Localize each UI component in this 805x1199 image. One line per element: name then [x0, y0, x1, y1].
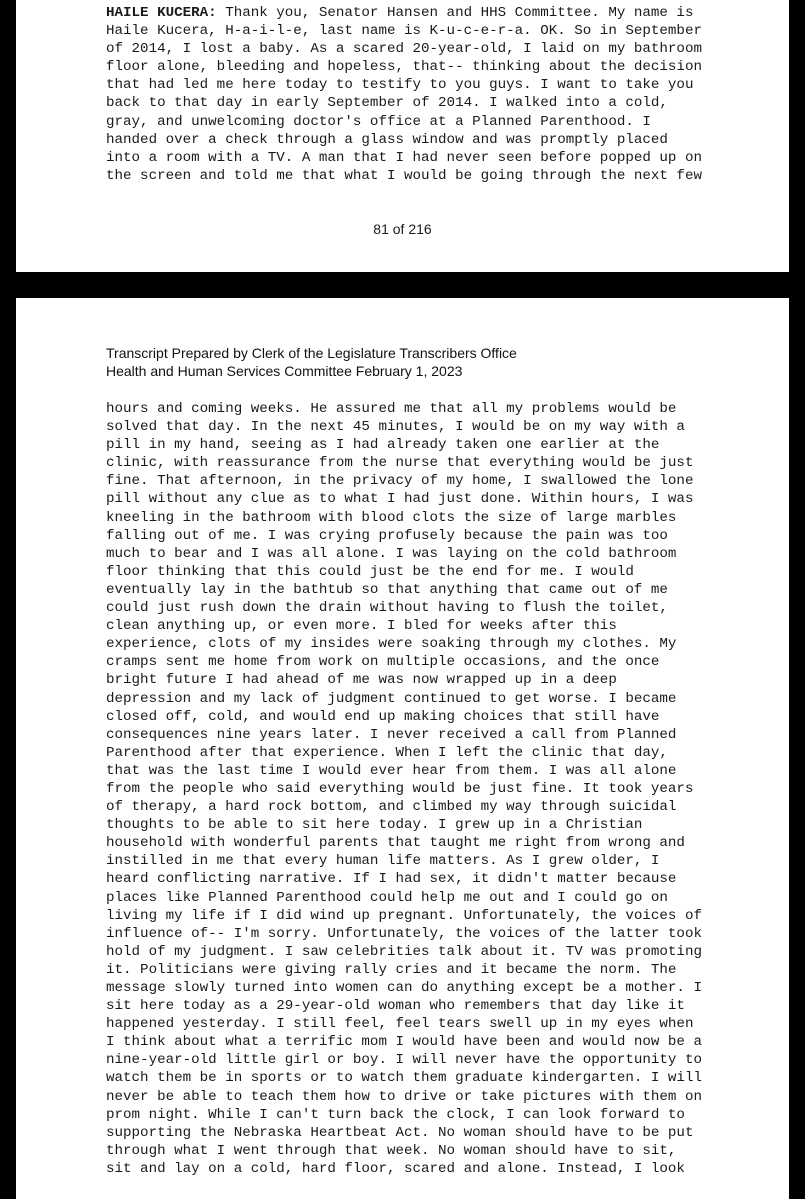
testimony-line: prom night. While I can't turn back the clock, I can look forward to	[106, 1106, 685, 1123]
testimony-line: instilled in me that every human life matters. As I grew older, I	[106, 853, 660, 870]
testimony-line: gray, and unwelcoming doctor's office at a Planned Parenthood. I	[106, 113, 651, 130]
testimony-line: places like Planned Parenthood could help me out and I could go on	[106, 889, 668, 906]
testimony-line: back to that day in early September of 2014. I walked into a cold,	[106, 95, 668, 112]
testimony-line: floor alone, bleeding and hopeless, that-- thinking about the decision	[106, 59, 702, 76]
testimony-line: eventually lay in the bathtub so that anything that came out of me	[106, 581, 668, 598]
testimony-line: that had led me here today to testify to you guys. I want to take you	[106, 77, 694, 94]
testimony-line: I think about what a terrific mom I would have been and would now be a	[106, 1034, 702, 1051]
testimony-text-page-81	[106, 4, 726, 185]
testimony-line: into a room with a TV. A man that I had never seen before popped up on	[106, 149, 702, 166]
speaker-name: HAILE KUCERA:	[106, 5, 217, 21]
testimony-line: fine. That afternoon, in the privacy of my home, I swallowed the lone	[106, 473, 694, 490]
testimony-line: consequences nine years later. I never received a call from Planned	[106, 726, 677, 743]
testimony-line: it. Politicians were giving rally cries and it became the norm. The	[106, 961, 677, 978]
testimony-line: from the people who said everything would be just fine. It took years	[106, 780, 694, 797]
testimony-line: never be able to teach them how to drive or take pictures with them on	[106, 1088, 702, 1105]
testimony-line: depression and my lack of judgment continued to get worse. I became	[106, 690, 677, 707]
testimony-line: living my life if I did wind up pregnant. Unfortunately, the voices of	[106, 907, 702, 924]
testimony-line: experience, clots of my insides were soaking through my clothes. My	[106, 636, 677, 653]
testimony-line: heard conflicting narrative. If I had sex, it didn't matter because	[106, 871, 677, 888]
testimony-line: through what I went through that week. No woman should have to sit,	[106, 1142, 677, 1159]
testimony-line: happened yesterday. I still feel, feel tears swell up in my eyes when	[106, 1016, 694, 1033]
testimony-line: Parenthood after that experience. When I left the clinic that day,	[106, 744, 668, 761]
testimony-line: pill in my hand, seeing as I had already taken one earlier at the	[106, 437, 660, 454]
testimony-line: of therapy, a hard rock bottom, and climbed my way through suicidal	[106, 799, 677, 816]
header-clerk-office: Transcript Prepared by Clerk of the Legislature Transcribers Office	[106, 345, 517, 361]
testimony-line: solved that day. In the next 45 minutes, I would be on my way with a	[106, 419, 685, 436]
testimony-line: Haile Kucera, H-a-i-l-e, last name is K-u-c-e-r-a. OK. So in September	[106, 23, 702, 40]
testimony-line: of 2014, I lost a baby. As a scared 20-year-old, I laid on my bathroom	[106, 41, 702, 58]
header-committee-date: Health and Human Services Committee February 1, 2023	[106, 363, 463, 379]
testimony-line: hours and coming weeks. He assured me that all my problems would be	[106, 401, 677, 417]
testimony-line: Thank you, Senator Hansen and HHS Committee. My name is	[216, 5, 694, 21]
testimony-line: clean anything up, or even more. I bled for weeks after this	[106, 618, 617, 635]
transcript-page-81	[16, 0, 789, 272]
transcript-page-82	[16, 298, 789, 1199]
testimony-line: message slowly turned into women can do anything except be a mother. I	[106, 980, 702, 996]
testimony-line: closed off, cold, and would end up making choices that still have	[106, 708, 660, 725]
testimony-line: handed over a check through a glass window and was promptly placed	[106, 131, 668, 148]
testimony-line: thoughts to be able to sit here today. I grew up in a Christian	[106, 817, 643, 834]
testimony-text-page-82	[106, 400, 726, 1178]
testimony-line: clinic, with reassurance from the nurse that everything would be just	[106, 455, 694, 472]
testimony-line: bright future I had ahead of me was now wrapped up in a deep	[106, 672, 617, 689]
testimony-line: nine-year-old little girl or boy. I will never have the opportunity to	[106, 1052, 702, 1069]
page-number: 81 of 216	[373, 221, 432, 237]
testimony-line: floor thinking that this could just be the end for me. I would	[106, 563, 634, 580]
testimony-line: cramps sent me home from work on multiple occasions, and the once	[106, 654, 660, 671]
testimony-line: the screen and told me that what I would be going through the next few	[106, 167, 702, 184]
testimony-line: hold of my judgment. I saw celebrities talk about it. TV was promoting	[106, 943, 702, 960]
testimony-line: sit here today as a 29-year-old woman who remembers that day like it	[106, 998, 685, 1015]
testimony-line: kneeling in the bathroom with blood clots the size of large marbles	[106, 509, 677, 526]
testimony-line: could just rush down the drain without having to flush the toilet,	[106, 600, 668, 617]
testimony-line: sit and lay on a cold, hard floor, scared and alone. Instead, I look	[106, 1160, 685, 1177]
testimony-line: watch them be in sports or to watch them graduate kindergarten. I will	[106, 1070, 702, 1087]
testimony-line: falling out of me. I was crying profusely because the pain was too	[106, 527, 668, 544]
testimony-line: influence of-- I'm sorry. Unfortunately, the voices of the latter took	[106, 925, 702, 942]
testimony-line: household with wonderful parents that taught me right from wrong and	[106, 835, 685, 852]
testimony-line: that was the last time I would ever hear from them. I was all alone	[106, 762, 677, 779]
testimony-line: much to bear and I was all alone. I was laying on the cold bathroom	[106, 545, 677, 562]
running-header	[106, 344, 517, 380]
testimony-line: supporting the Nebraska Heartbeat Act. No woman should have to be put	[106, 1124, 694, 1141]
testimony-line: pill without any clue as to what I had just done. Within hours, I was	[106, 491, 694, 508]
